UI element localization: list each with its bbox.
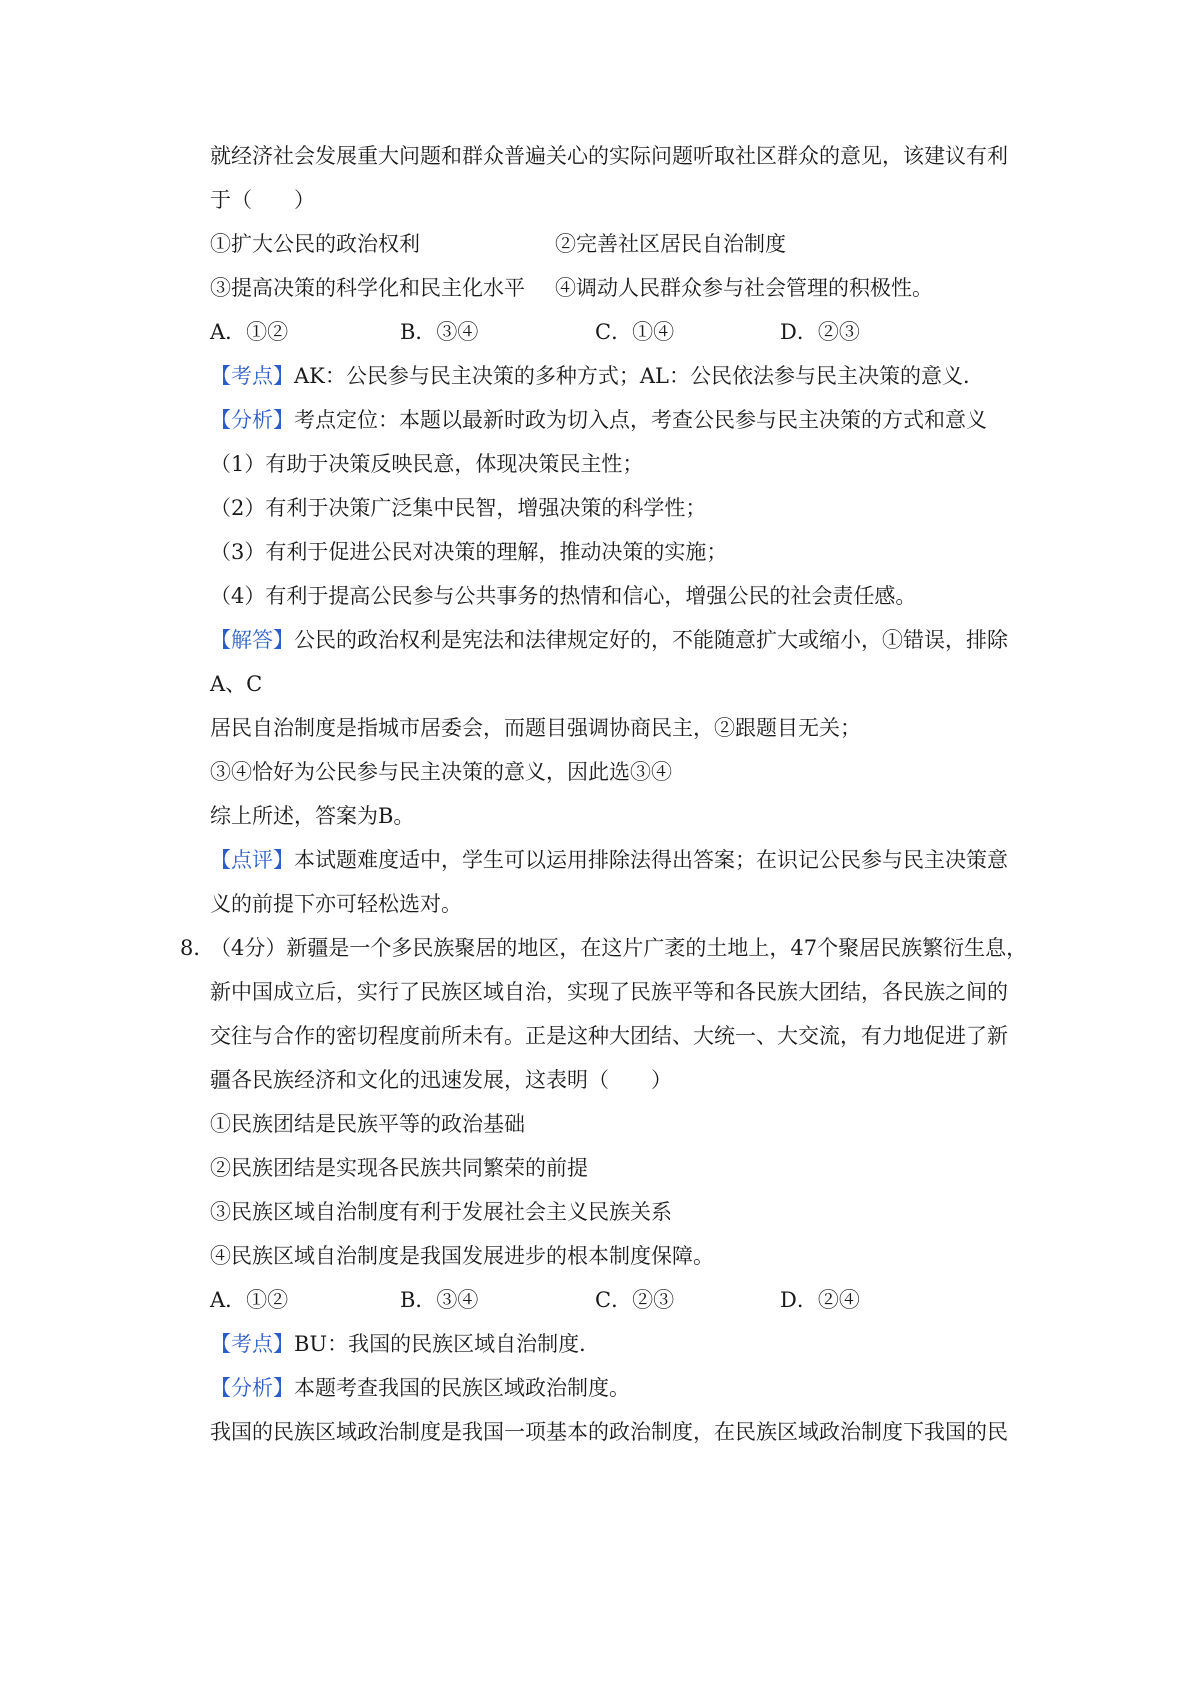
q8-options: [210, 1286, 1020, 1314]
q8-stem-line-3: 交往与合作的密切程度前所未有。正是这种大团结、大统一、大交流，有力地促进了新: [210, 1024, 1008, 1048]
q7-option-b: B．③④: [400, 320, 479, 344]
q7-choice-3: ③提高决策的科学化和民主化水平: [210, 276, 525, 300]
q7-choice-1: ①扩大公民的政治权利: [210, 232, 420, 256]
q7-dianping: [210, 846, 1020, 874]
q8-choice-1: ①民族团结是民族平等的政治基础: [210, 1112, 525, 1136]
q8-option-b: B．③④: [400, 1288, 479, 1312]
q8-fenxi: [210, 1374, 1020, 1402]
dianping-tag: 【点评】: [210, 848, 294, 872]
q7-option-c: C．①④: [595, 320, 675, 344]
q7-choice-2: ②完善社区居民自治制度: [555, 232, 786, 256]
kaodian-tag: 【考点】: [210, 364, 294, 388]
q7-point-3: （3）有利于促进公民对决策的理解，推动决策的实施；: [210, 540, 728, 564]
q8-fenxi-line-2: 我国的民族区域政治制度是我国一项基本的政治制度，在民族区域政治制度下我国的民: [210, 1420, 1008, 1444]
q7-stem-line-1: 就经济社会发展重大问题和群众普遍关心的实际问题听取社区群众的意见，该建议有利: [210, 144, 1008, 168]
q7-kaodian: [210, 362, 1020, 390]
q7-point-2: （2）有利于决策广泛集中民智，增强决策的科学性；: [210, 496, 707, 520]
q8-choice-4: ④民族区域自治制度是我国发展进步的根本制度保障。: [210, 1244, 714, 1268]
jieda-tag: 【解答】: [210, 628, 294, 652]
q7-choice-4: ④调动人民群众参与社会管理的积极性。: [555, 276, 933, 300]
q8-option-d: D．②④: [780, 1288, 860, 1312]
q7-fenxi: [210, 406, 1020, 434]
q7-jieda: [210, 626, 1020, 654]
fenxi-tag: 【分析】: [210, 1376, 294, 1400]
fenxi-tag: 【分析】: [210, 408, 294, 432]
q7-jieda-line-3: 居民自治制度是指城市居委会，而题目强调协商民主，②跟题目无关；: [210, 716, 861, 740]
q7-jieda-line-5: 综上所述，答案为B。: [210, 804, 415, 828]
q8-option-a: A．①②: [210, 1288, 289, 1312]
q8-choice-2: ②民族团结是实现各民族共同繁荣的前提: [210, 1156, 588, 1180]
kaodian-tag: 【考点】: [210, 1332, 294, 1356]
q8-kaodian: [210, 1330, 1020, 1358]
q7-jieda-text: 公民的政治权利是宪法和法律规定好的，不能随意扩大或缩小，①错误，排除: [294, 628, 1008, 652]
q8-fenxi-text: 本题考查我国的民族区域政治制度。: [294, 1376, 630, 1400]
q7-option-a: A．①②: [210, 320, 289, 344]
q7-choices-row-2: [210, 274, 1020, 302]
q7-options: [210, 318, 1020, 346]
q8-stem-line-1: （4分）新疆是一个多民族聚居的地区，在这片广袤的土地上，47个聚居民族繁衍生息，: [210, 936, 1028, 960]
q8-number: 8．: [180, 936, 215, 960]
q8-kaodian-text: BU：我国的民族区域自治制度．: [294, 1332, 601, 1356]
q7-fenxi-text: 考点定位：本题以最新时政为切入点，考查公民参与民主决策的方式和意义: [294, 408, 987, 432]
q7-dianping-text: 本试题难度适中，学生可以运用排除法得出答案；在识记公民参与民主决策意: [294, 848, 1008, 872]
q7-point-1: （1）有助于决策反映民意，体现决策民主性；: [210, 452, 644, 476]
q7-kaodian-text: AK：公民参与民主决策的多种方式；AL：公民依法参与民主决策的意义．: [294, 364, 984, 388]
q7-option-d: D．②③: [780, 320, 860, 344]
q7-choices-row-1: [210, 230, 1020, 258]
q8-stem-line-4: 疆各民族经济和文化的迅速发展，这表明（ ）: [210, 1068, 672, 1092]
q7-stem-line-2: 于（ ）: [210, 188, 315, 212]
q7-jieda-line-2: A、C: [210, 672, 263, 696]
q7-jieda-line-4: ③④恰好为公民参与民主决策的意义，因此选③④: [210, 760, 672, 784]
q8-stem-line-2: 新中国成立后，实行了民族区域自治，实现了民族平等和各民族大团结，各民族之间的: [210, 980, 1008, 1004]
q7-point-4: （4）有利于提高公民参与公共事务的热情和信心，增强公民的社会责任感。: [210, 584, 917, 608]
q7-dianping-line-2: 义的前提下亦可轻松选对。: [210, 892, 462, 916]
q8-choice-3: ③民族区域自治制度有利于发展社会主义民族关系: [210, 1200, 672, 1224]
q8-option-c: C．②③: [595, 1288, 675, 1312]
